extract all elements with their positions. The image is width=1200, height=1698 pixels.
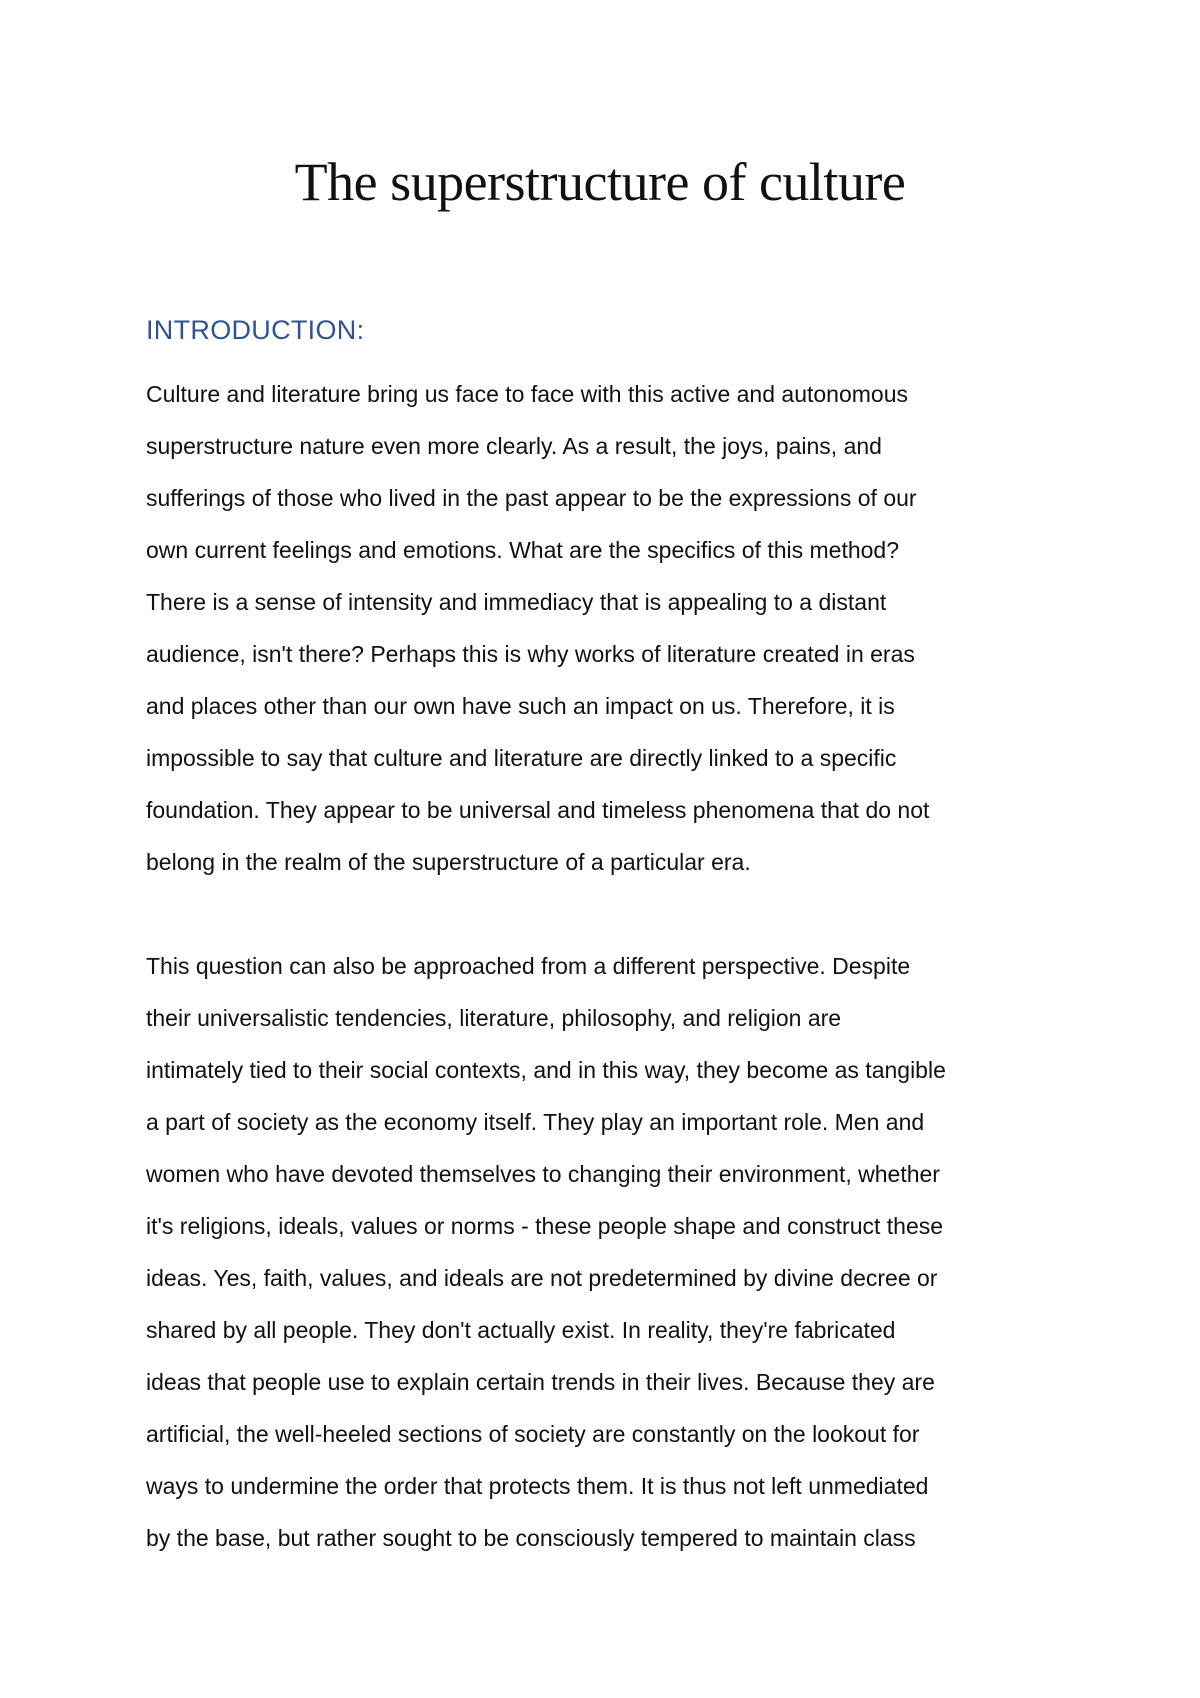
document-title: The superstructure of culture xyxy=(294,152,906,212)
paragraph-line: own current feelings and emotions. What are the specifics of this method? xyxy=(146,537,900,563)
paragraph-line: it's religions, ideals, values or norms - these people shape and construct these xyxy=(146,1213,944,1239)
paragraph-line: ideas that people use to explain certain trends in their lives. Because they are xyxy=(146,1369,935,1395)
paragraph-line: This question can also be approached from a different perspective. Despite xyxy=(146,953,911,979)
paragraph-line: their universalistic tendencies, literature, philosophy, and religion are xyxy=(146,1005,842,1031)
paragraph-line: women who have devoted themselves to changing their environment, whether xyxy=(146,1161,940,1187)
paragraph-line: ideas. Yes, faith, values, and ideals are not predetermined by divine decree or xyxy=(146,1265,938,1291)
paragraph-line: intimately tied to their social contexts, and in this way, they become as tangible xyxy=(146,1057,946,1083)
paragraph-line: ways to undermine the order that protects them. It is thus not left unmediated xyxy=(146,1473,929,1499)
paragraph-line: belong in the realm of the superstructure of a particular era. xyxy=(146,849,751,875)
paragraph-line: shared by all people. They don't actually exist. In reality, they're fabricated xyxy=(146,1317,896,1343)
paragraph-line: sufferings of those who lived in the past appear to be the expressions of our xyxy=(146,485,917,511)
paragraph-line: There is a sense of intensity and immediacy that is appealing to a distant xyxy=(146,589,887,615)
paragraph-2 xyxy=(146,940,1086,1564)
paragraph-line: audience, isn't there? Perhaps this is why works of literature created in eras xyxy=(146,641,915,667)
paragraph-line: foundation. They appear to be universal and timeless phenomena that do not xyxy=(146,797,930,823)
paragraph-line: artificial, the well-heeled sections of society are constantly on the lookout for xyxy=(146,1421,920,1447)
paragraph-line: a part of society as the economy itself. They play an important role. Men and xyxy=(146,1109,925,1135)
paragraph-1 xyxy=(146,368,1086,888)
section-heading: INTRODUCTION: xyxy=(146,315,365,345)
paragraph-line: by the base, but rather sought to be consciously tempered to maintain class xyxy=(146,1525,916,1551)
paragraph-line: superstructure nature even more clearly. As a result, the joys, pains, and xyxy=(146,433,882,459)
paragraph-line: Culture and literature bring us face to face with this active and autonomous xyxy=(146,381,908,407)
paragraph-line: and places other than our own have such an impact on us. Therefore, it is xyxy=(146,693,895,719)
paragraph-line: impossible to say that culture and literature are directly linked to a specific xyxy=(146,745,897,771)
